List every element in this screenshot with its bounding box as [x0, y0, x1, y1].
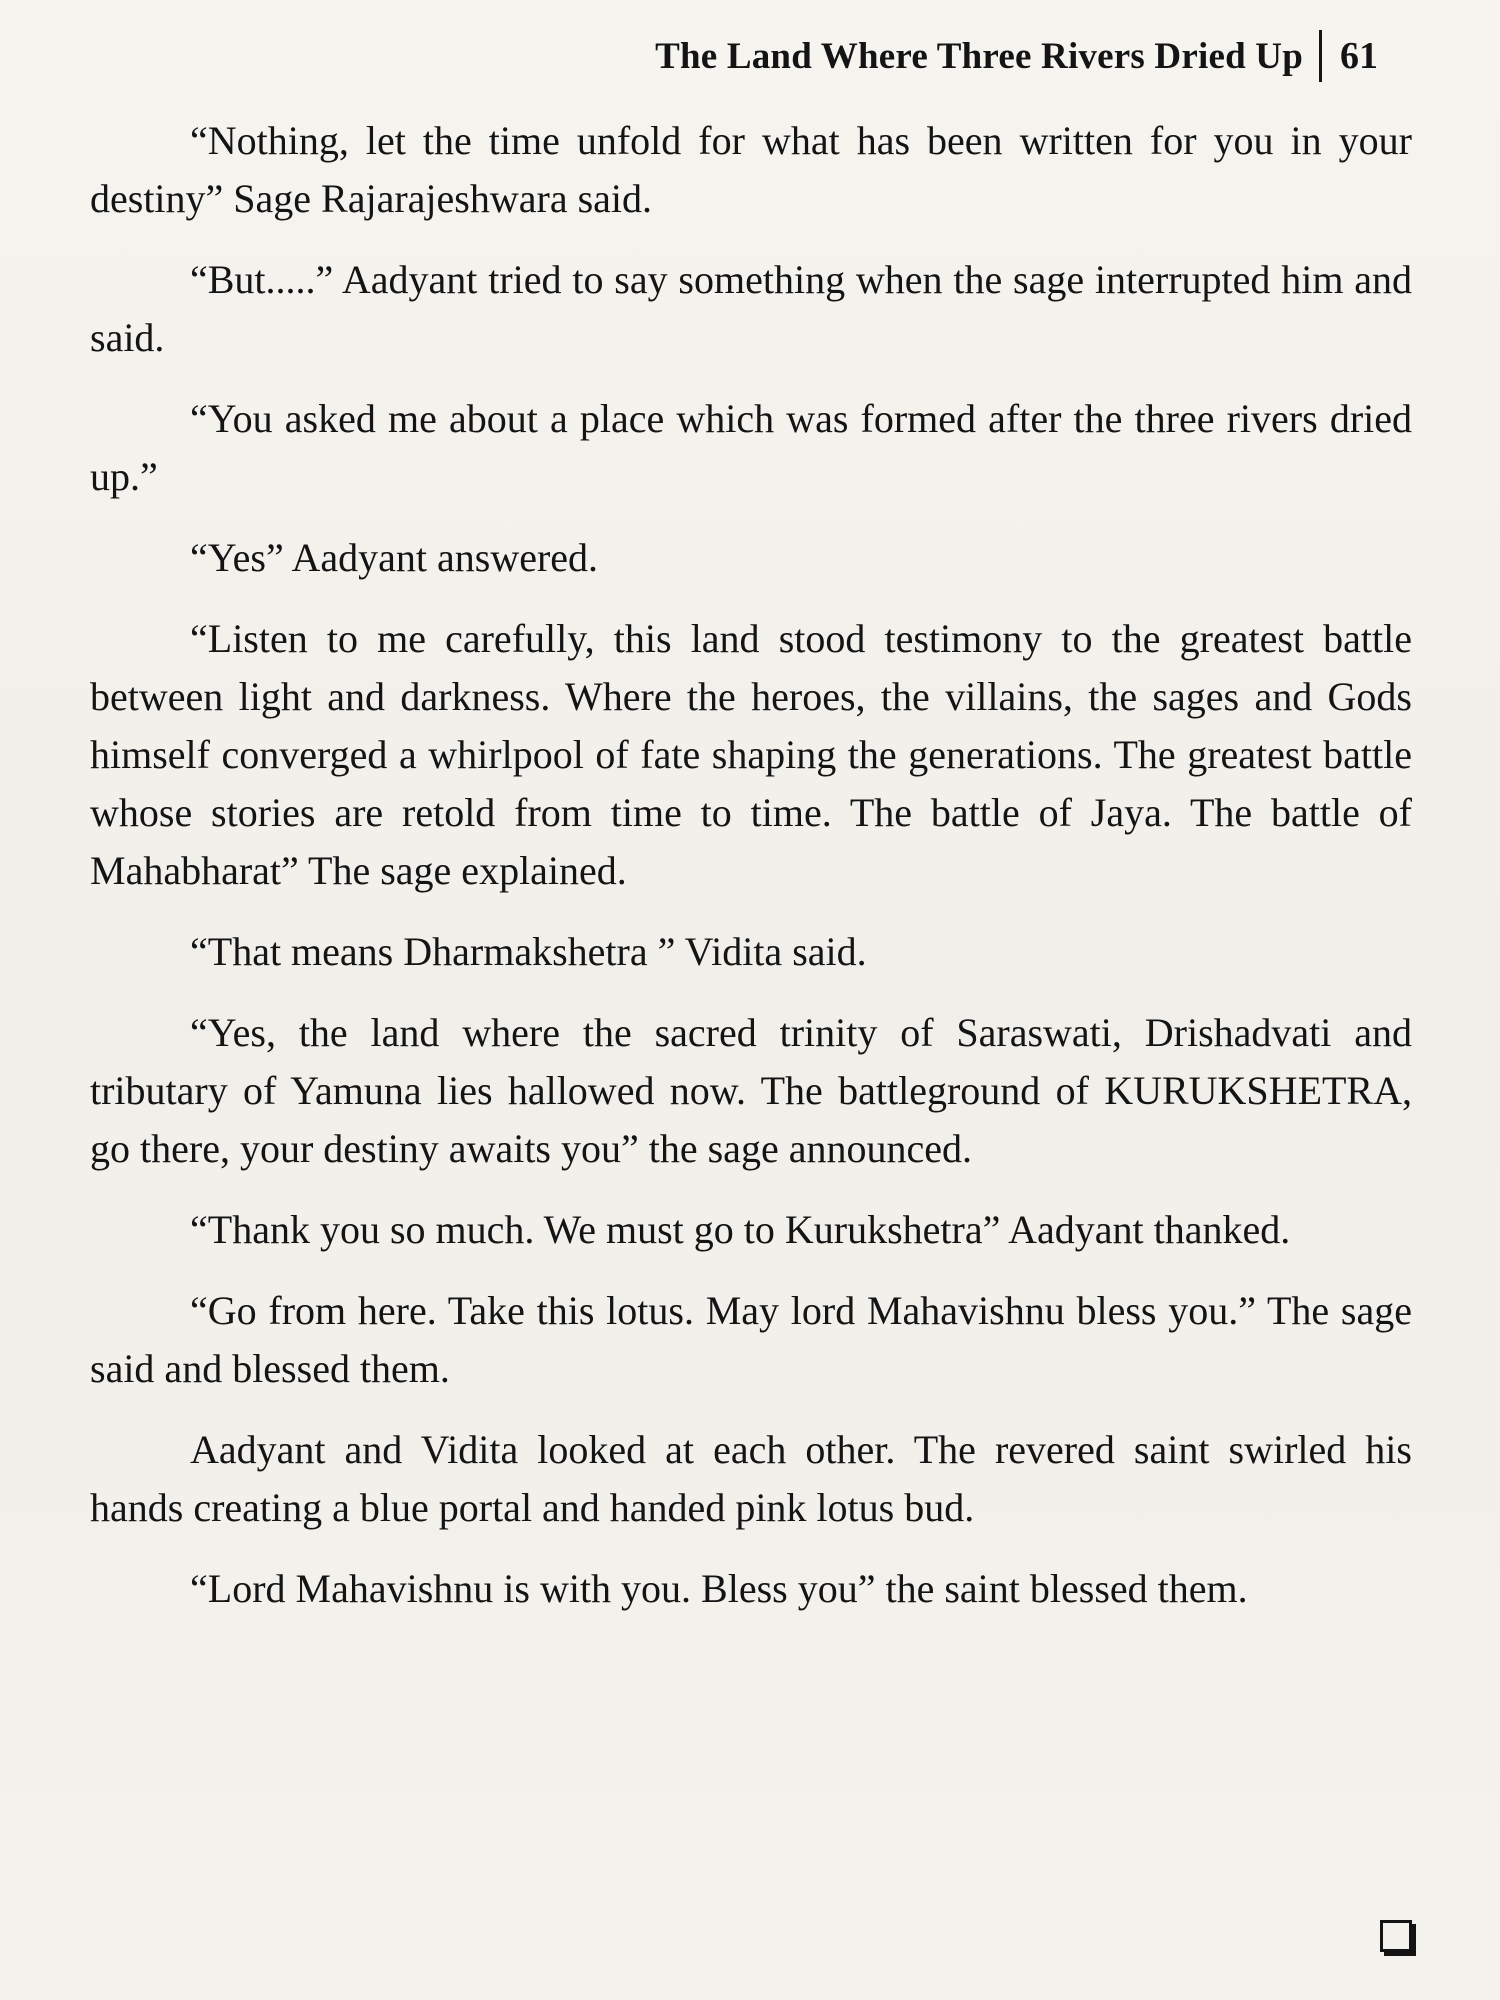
paragraph: “Yes, the land where the sacred trinity of Saraswati, Drishadvati and tributary of Yamuna lies hallowed now. The battleground of KURUKSHETRA, go there, your destiny awaits you” the sage announced. — [90, 1010, 1412, 1171]
header-divider — [1319, 30, 1322, 82]
paragraph: “Thank you so much. We must go to Kurukshetra” Aadyant thanked. — [190, 1207, 1291, 1252]
page-number: 61 — [1340, 35, 1378, 77]
end-mark-icon — [1380, 1920, 1412, 1952]
body-text — [90, 112, 1412, 1641]
paragraph: “Yes” Aadyant answered. — [190, 535, 599, 580]
paragraph: “That means Dharmakshetra ” Vidita said. — [190, 929, 867, 974]
chapter-title: The Land Where Three Rivers Dried Up — [655, 35, 1303, 77]
paragraph: “But.....” Aadyant tried to say something when the sage interrupted him and said. — [90, 257, 1412, 360]
paragraph: “Lord Mahavishnu is with you. Bless you” the saint blessed them. — [190, 1566, 1248, 1611]
paragraph: Aadyant and Vidita looked at each other. The revered saint swirled his hands creating a blue portal and handed pink lotus bud. — [90, 1427, 1412, 1530]
paragraph: “Nothing, let the time unfold for what has been written for you in your destiny” Sage Rajarajeshwara said. — [90, 118, 1412, 221]
paragraph: “Go from here. Take this lotus. May lord Mahavishnu bless you.” The sage said and blessed them. — [90, 1288, 1412, 1391]
running-head — [655, 30, 1378, 82]
paragraph: “You asked me about a place which was formed after the three rivers dried up.” — [90, 396, 1412, 499]
paragraph: “Listen to me carefully, this land stood testimony to the greatest battle between light and darkness. Where the heroes, the villains, the sages and Gods himself converged a whirlpool of fate shaping the generations. The greatest battle whose stories are retold from time to time. The battle of Jaya. The battle of Mahabharat” The sage explained. — [90, 616, 1412, 893]
